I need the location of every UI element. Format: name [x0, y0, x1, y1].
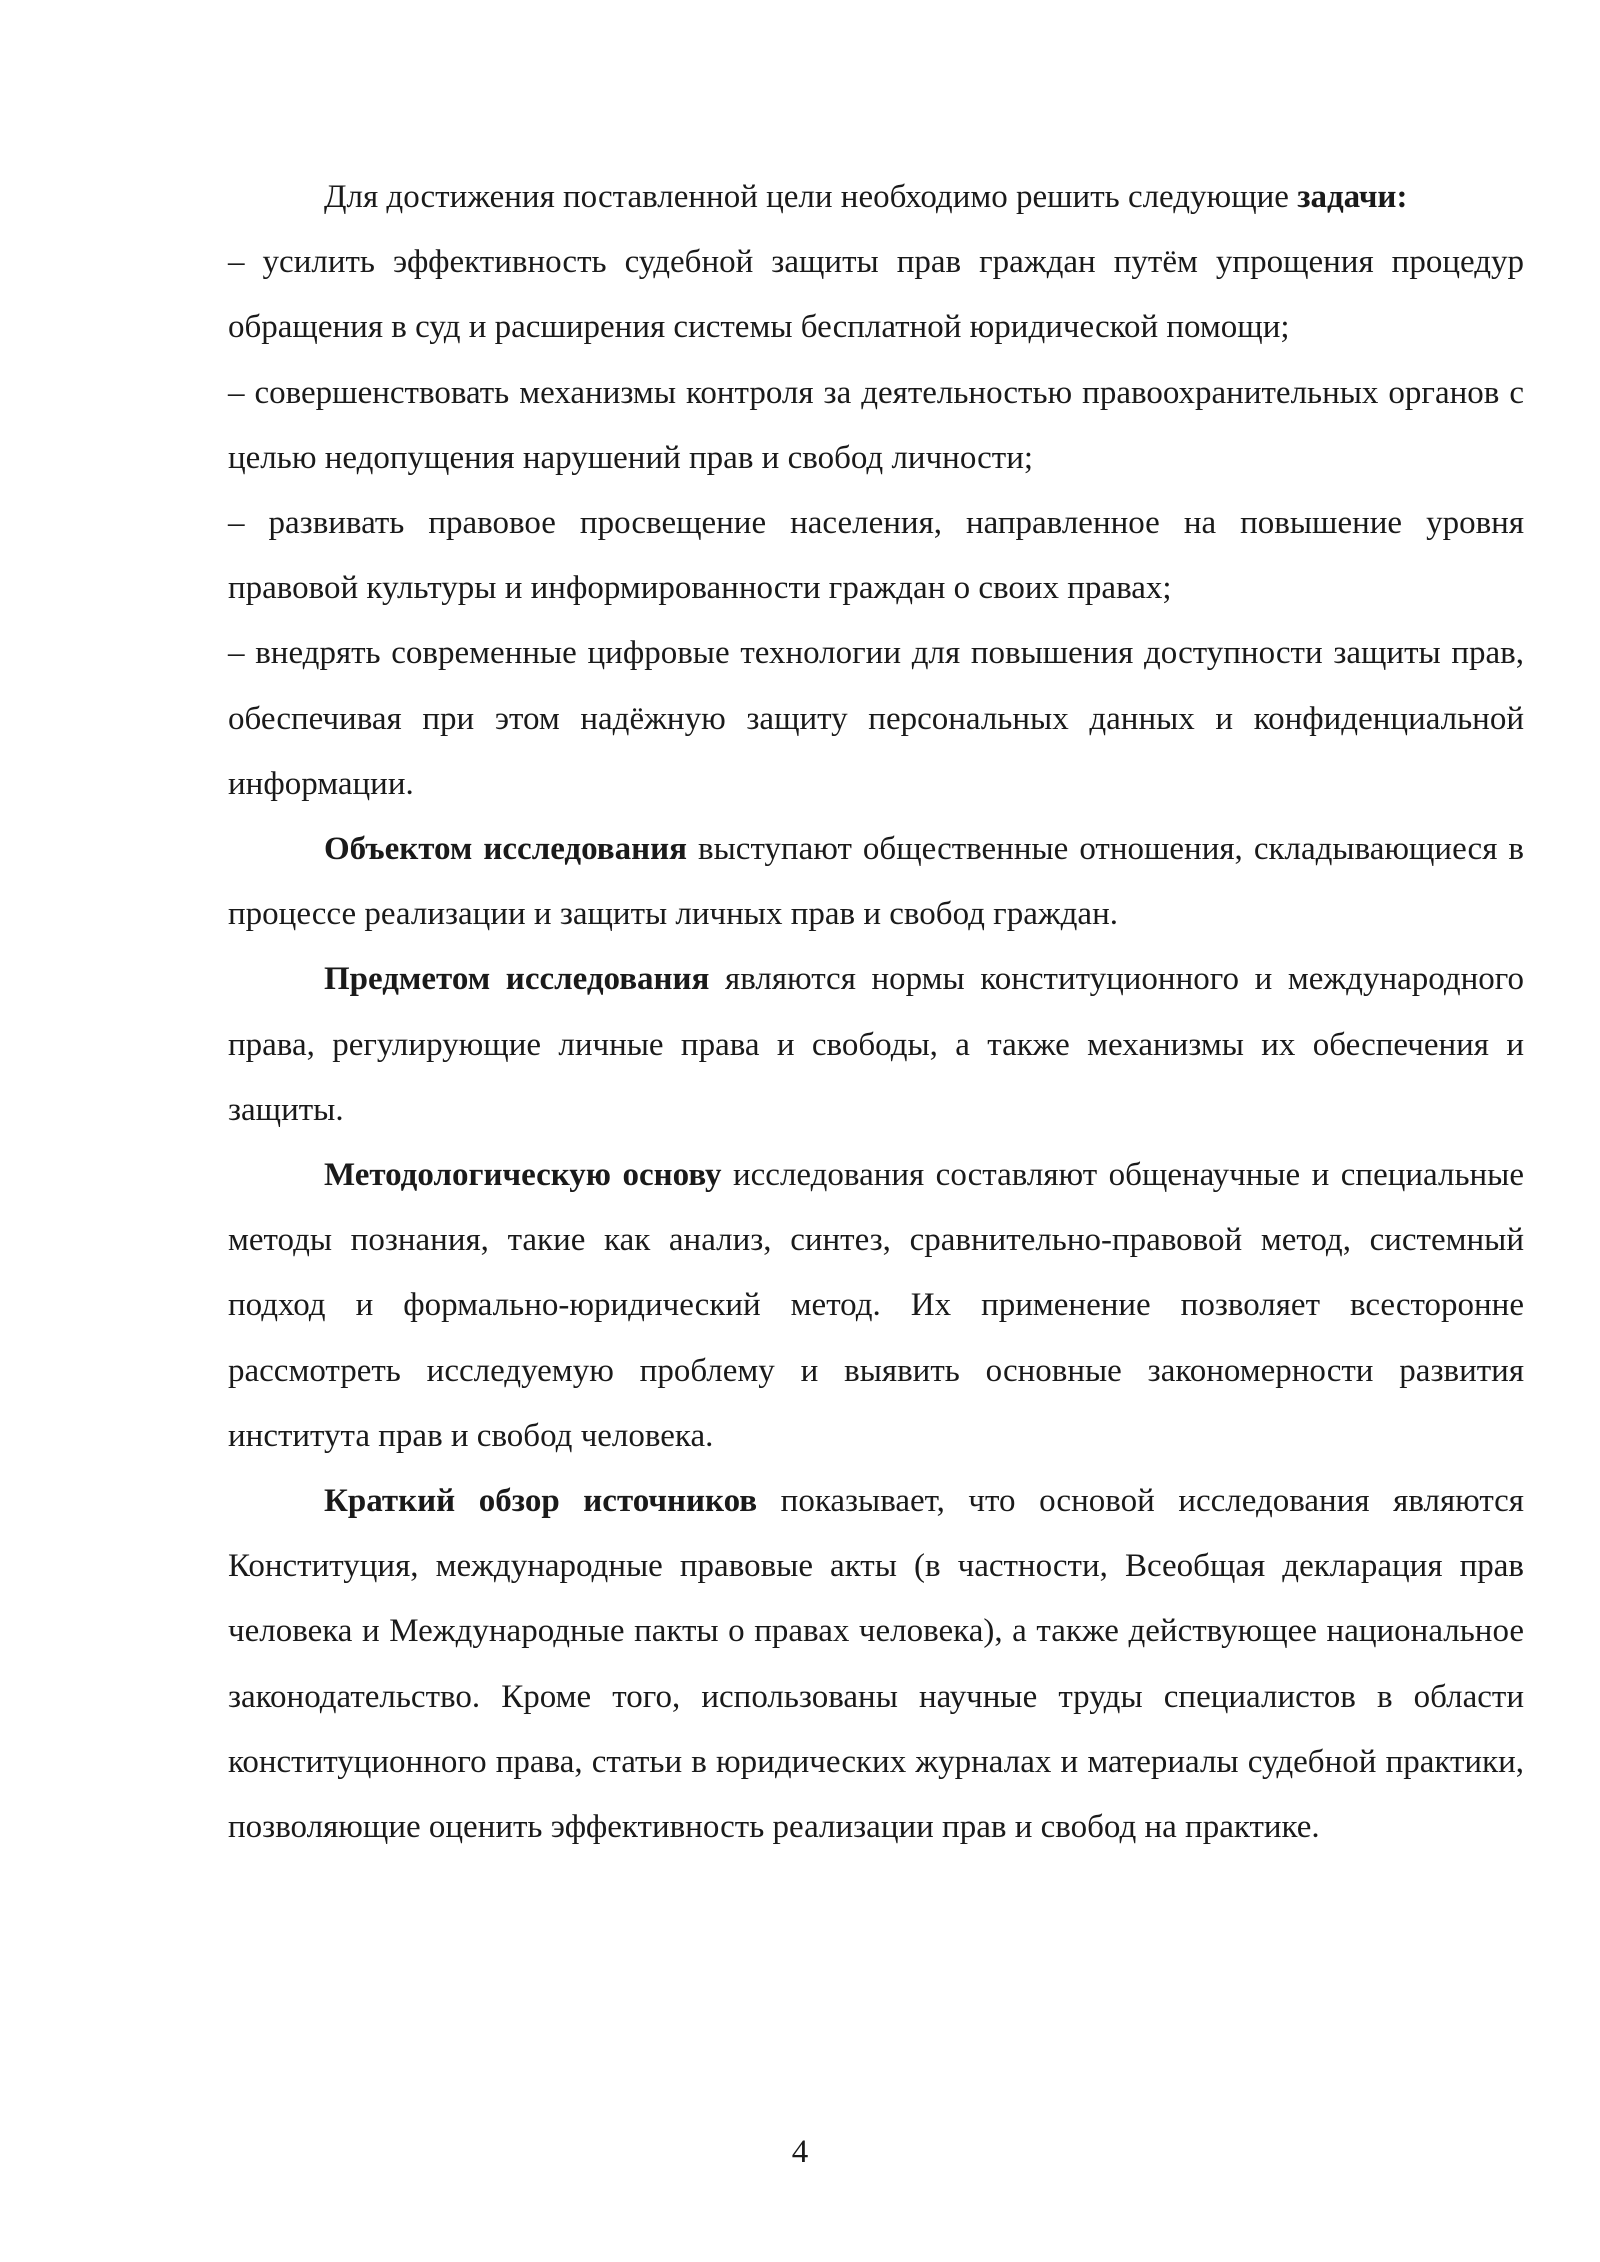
- tasks-intro-text: Для достижения поставленной цели необходимо решить следующие: [324, 179, 1298, 215]
- subject-heading: Предметом исследования: [324, 961, 710, 998]
- sources-heading: Краткий обзор источников: [324, 1483, 758, 1520]
- object-heading: Объектом исследования: [324, 831, 688, 868]
- tasks-heading: задачи:: [1297, 179, 1408, 215]
- methodology-paragraph: [228, 1143, 1524, 1469]
- task-item: – совершенствовать механизмы контроля за деятельностью правоохранительных органов с целью недопущения нарушений прав и свобод личности;: [228, 374, 1524, 476]
- object-paragraph: [228, 817, 1524, 947]
- subject-text: являются нормы конституционного и международного права, регулирующие личные права и свободы, а также механизмы их обеспечения и защиты.: [228, 961, 1524, 1128]
- methodology-heading: Методологическую основу: [324, 1157, 722, 1194]
- task-item: – внедрять современные цифровые технологии для повышения доступности защиты прав, обеспечивая при этом надёжную защиту персональных данных и конфиденциальной информации.: [228, 635, 1524, 802]
- sources-text: показывает, что основой исследования являются Конституция, международные правовые акты (в частности, Всеобщая декларация прав человека и Международные пакты о правах человека), а также действующее национальное законодательство. Кроме того, использованы научные труды специалистов в области конституционного права, статьи в юридических журналах и материалы судебной практики, позволяющие оценить эффективность реализации прав и свобод на практике.: [228, 1483, 1524, 1846]
- page-body: [228, 165, 1524, 1860]
- subject-paragraph: [228, 947, 1524, 1143]
- tasks-intro-paragraph: [228, 165, 1524, 230]
- task-item: – развивать правовое просвещение населения, направленное на повышение уровня правовой культуры и информированности граждан о своих правах;: [228, 505, 1524, 607]
- task-item: – усилить эффективность судебной защиты прав граждан путём упрощения процедур обращения в суд и расширения системы бесплатной юридической помощи;: [228, 244, 1524, 346]
- page-number: 4: [791, 2134, 809, 2170]
- sources-paragraph: [228, 1469, 1524, 1860]
- methodology-text: исследования составляют общенаучные и специальные методы познания, такие как анализ, синтез, сравнительно-правовой метод, системный подход и формально-юридический метод. Их применение позволяет всесторонне рассмотреть исследуемую проблему и выявить основные закономерности развития института прав и свобод человека.: [228, 1157, 1524, 1454]
- object-text: выступают общественные отношения, складывающиеся в процессе реализации и защиты личных прав и свобод граждан.: [228, 831, 1524, 933]
